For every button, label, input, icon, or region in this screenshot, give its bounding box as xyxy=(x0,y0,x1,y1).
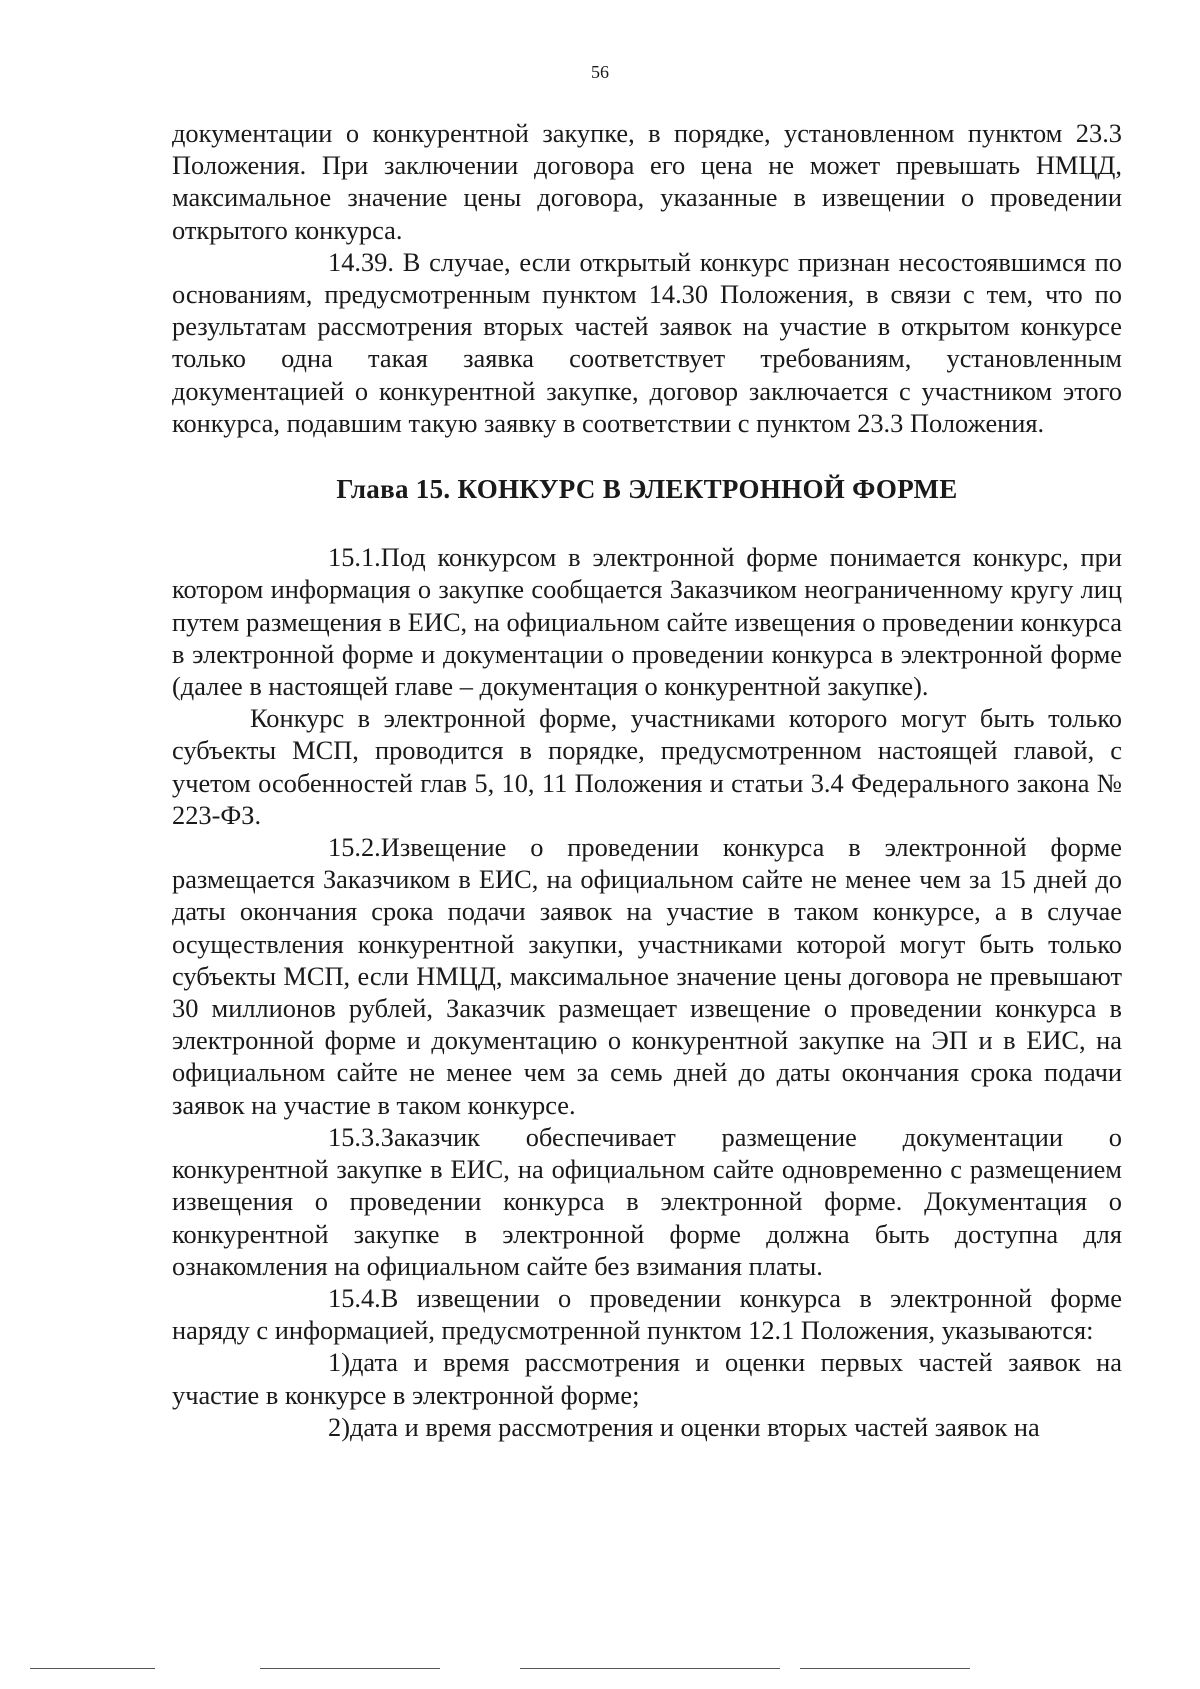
chapter-heading: Глава 15. КОНКУРС В ЭЛЕКТРОННОЙ ФОРМЕ xyxy=(336,474,958,505)
document-body xyxy=(172,117,1122,1443)
paragraph-15-3: 15.3.Заказчик обеспечивает размещение документации о конкурентной закупке в ЕИС, на официальном сайте одновременно с размещением извещения о проведении конкурса в электронной форме. Документация о конкурентной закупке в электронной форме должна быть доступна для ознакомления на официальном сайте без взимания платы. xyxy=(172,1121,1122,1281)
paragraph-14-39: 14.39. В случае, если открытый конкурс признан несостоявшимся по основаниям, предусмотренным пунктом 14.30 Положения, в связи с тем, что по результатам рассмотрения вторых частей заявок на участие в открытом конкурсе только одна такая заявка соответствует требованиям, установленным документацией о конкурентной закупке, договор заключается с участником этого конкурса, подавшим такую заявку в соответствии с пунктом 23.3 Положения. xyxy=(172,246,1122,438)
paragraph-number: 15.2. xyxy=(328,832,381,863)
paragraph-15-4: 15.4.В извещении о проведении конкурса в электронной форме наряду с информацией, предусмотренной пунктом 12.1 Положения, указываются: xyxy=(172,1282,1122,1346)
item-number: 1) xyxy=(328,1347,350,1378)
footer-divider xyxy=(260,1668,440,1669)
footer-divider xyxy=(30,1668,155,1669)
footer-divider xyxy=(520,1668,780,1669)
paragraph-15-2: 15.2.Извещение о проведении конкурса в электронной форме размещается Заказчиком в ЕИС, на официальном сайте не менее чем за 15 дней до даты окончания срока подачи заявок на участие в таком конкурсе, а в случае осуществления конкурентной закупки, участниками которой могут быть только субъекты МСП, если НМЦД, максимальное значение цены договора не превышают 30 миллионов рублей, Заказчик размещает извещение о проведении конкурса в электронной форме и документацию о конкурентной закупке на ЭП и в ЕИС, на официальном сайте не менее чем за семь дней до даты окончания срока подачи заявок на участие в таком конкурсе. xyxy=(172,832,1122,1120)
paragraph-number: 15.3. xyxy=(328,1121,381,1152)
page-number: 56 xyxy=(591,62,609,82)
paragraph-number: 14.39. xyxy=(328,246,394,277)
list-item-1: 1)дата и время рассмотрения и оценки первых частей заявок на участие в конкурсе в электронной форме; xyxy=(172,1347,1122,1410)
paragraph-15-1: 15.1.Под конкурсом в электронной форме понимается конкурс, при котором информация о закупке сообщается Заказчиком неограниченному кругу лиц путем размещения в ЕИС, на официальном сайте извещения о проведении конкурса в электронной форме и документации о проведении конкурса в электронной форме (далее в настоящей главе – документация о конкурентной закупке). xyxy=(172,542,1122,702)
paragraph-number: 15.4. xyxy=(328,1282,381,1313)
list-item-2: 2)дата и время рассмотрения и оценки вторых частей заявок на xyxy=(172,1411,1122,1443)
item-number: 2) xyxy=(328,1411,350,1442)
paragraph-number: 15.1. xyxy=(328,542,381,573)
footer-divider xyxy=(800,1668,970,1669)
paragraph-continuation: документации о конкурентной закупке, в порядке, установленном пунктом 23.3 Положения. При заключении договора его цена не может превышать НМЦД, максимальное значение цены договора, указанные в извещении о проведении открытого конкурса. xyxy=(172,118,1122,245)
paragraph-msp: Конкурс в электронной форме, участниками которого могут быть только субъекты МСП, проводится в порядке, предусмотренном настоящей главой, с учетом особенностей глав 5, 10, 11 Положения и статьи 3.4 Федерального закона № 223-ФЗ. xyxy=(172,703,1122,830)
